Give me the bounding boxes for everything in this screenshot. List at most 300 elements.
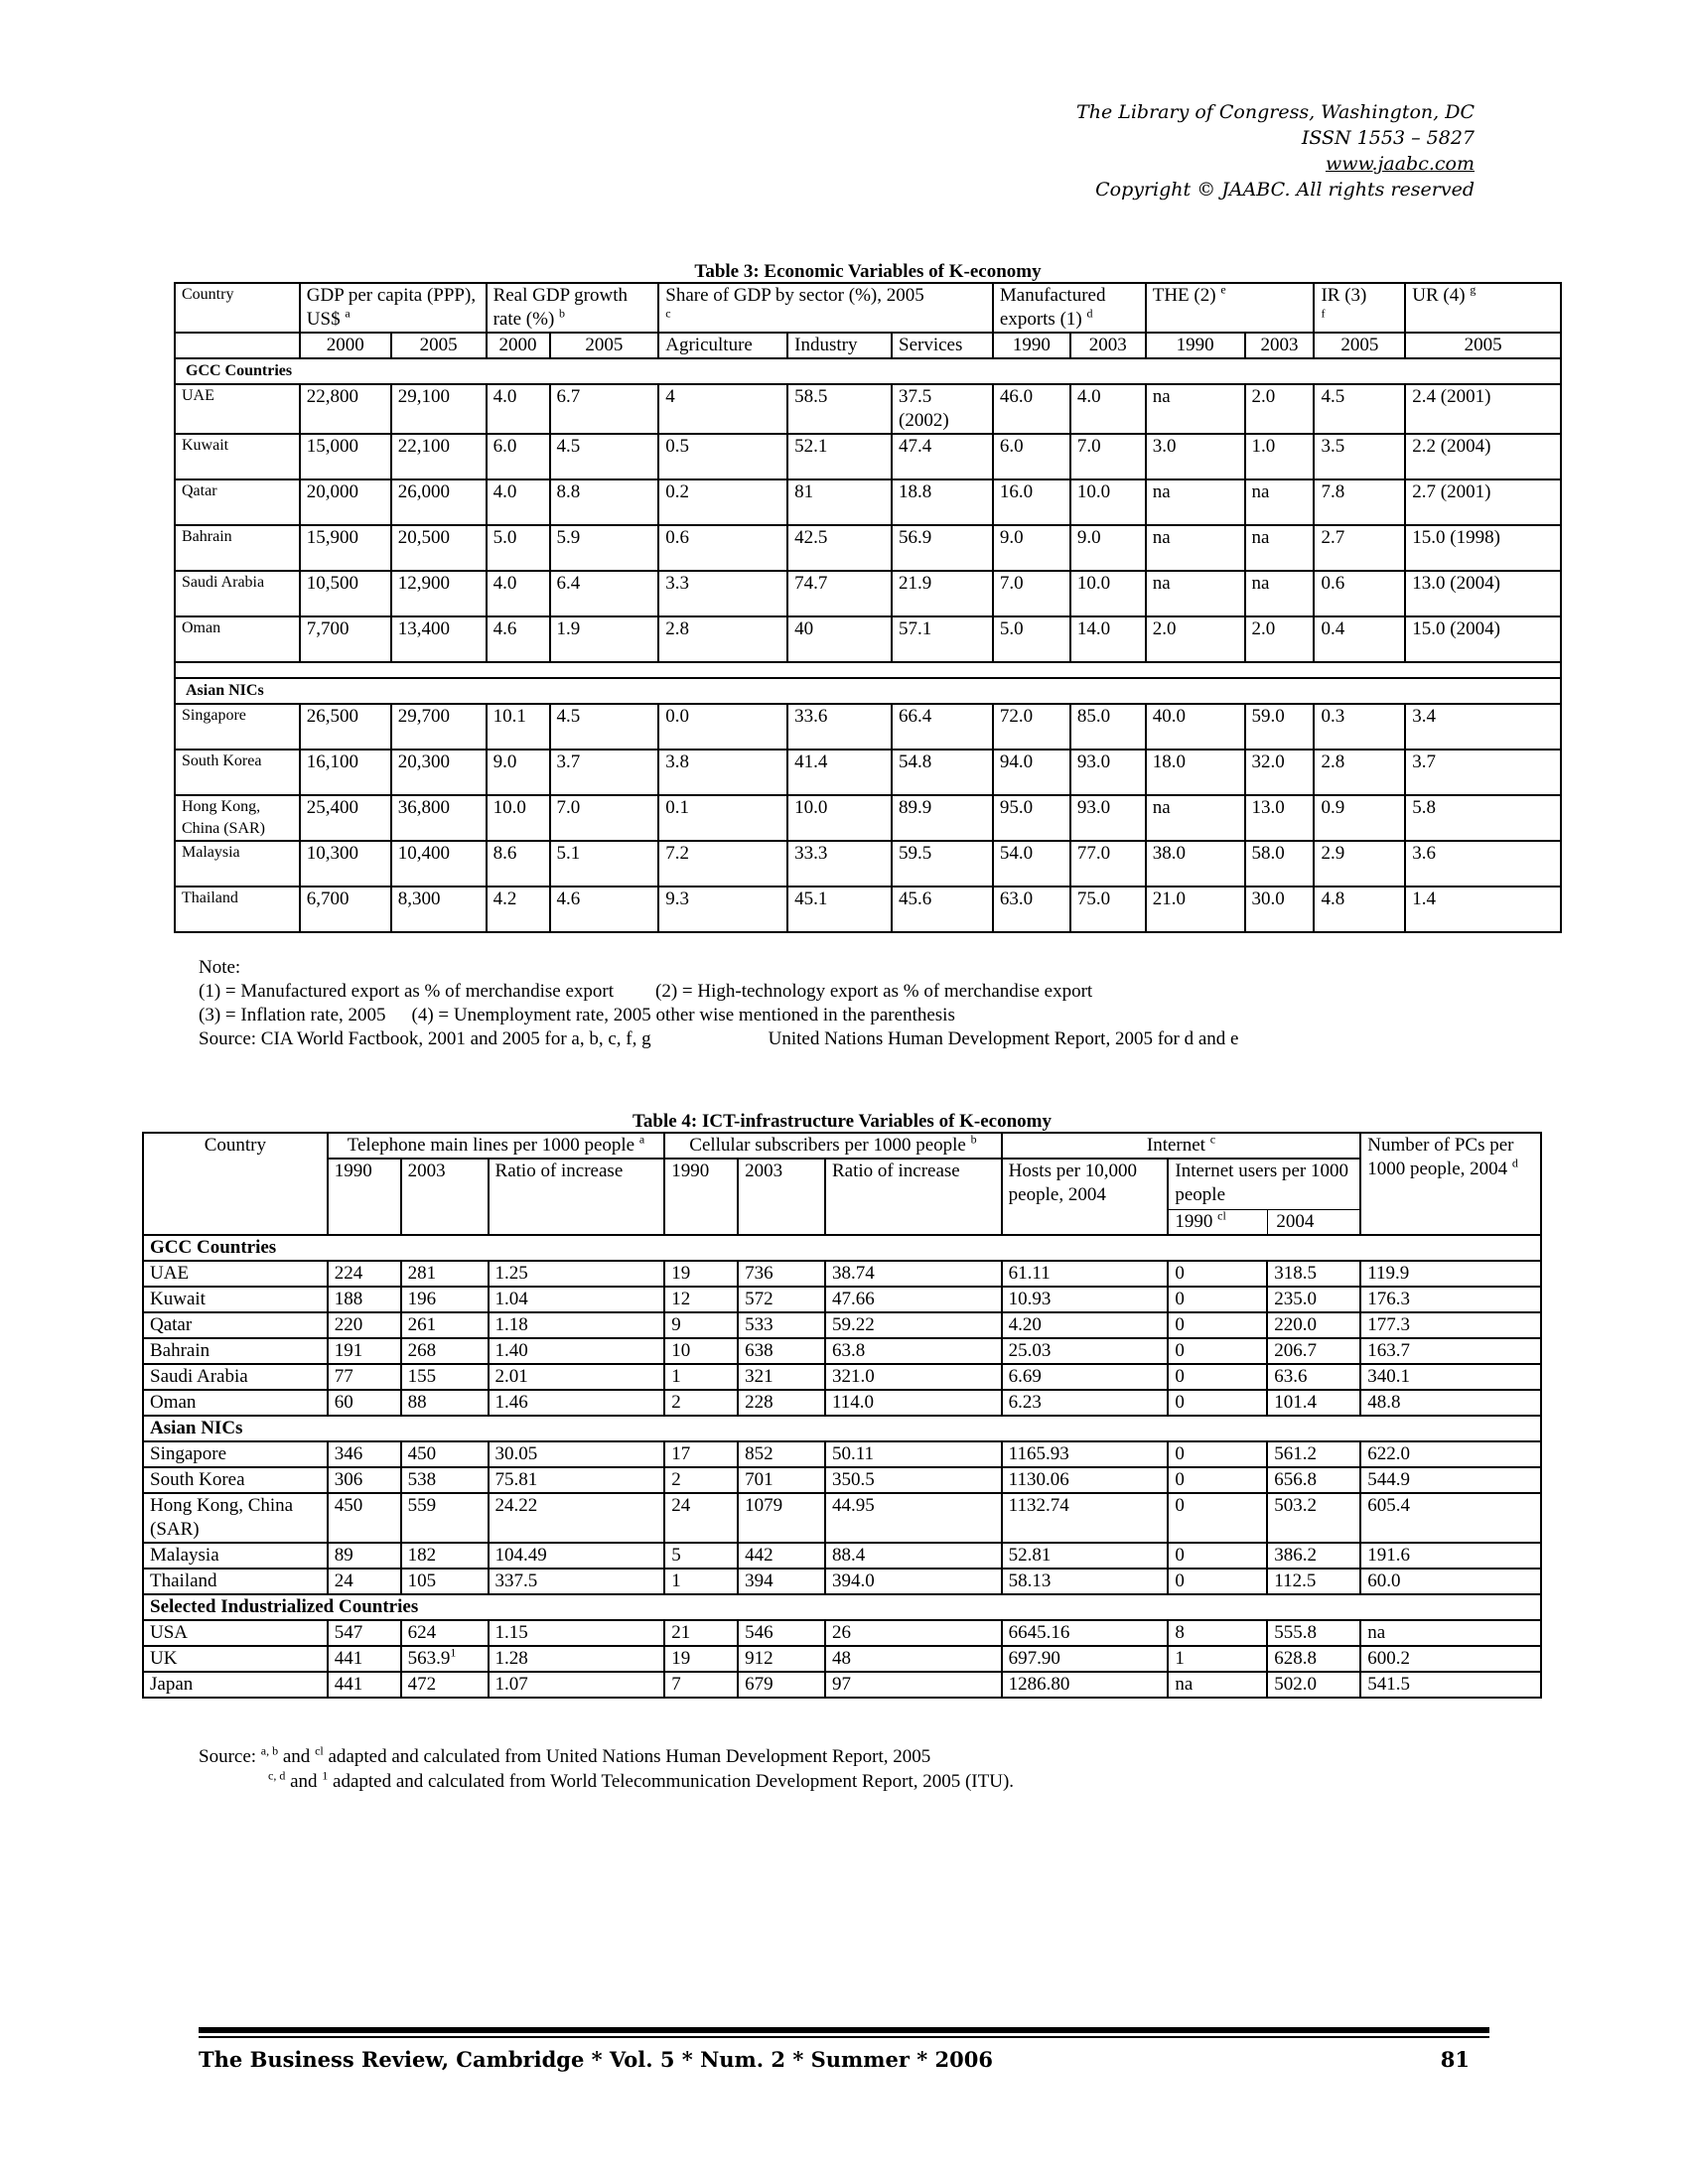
value-cell: 503.2 <box>1267 1493 1360 1543</box>
value-cell: 736 <box>738 1261 825 1287</box>
value-cell: 0 <box>1168 1312 1267 1338</box>
value-cell: 9 <box>664 1312 738 1338</box>
value-cell: 58.13 <box>1002 1569 1169 1594</box>
country-cell: Saudi Arabia <box>175 571 300 616</box>
value-cell: 41.4 <box>787 750 892 795</box>
value-cell: 1.28 <box>489 1646 665 1672</box>
country-cell: Hong Kong, China (SAR) <box>143 1493 328 1543</box>
table-row <box>175 525 1561 571</box>
value-cell: 2.9 <box>1314 841 1405 887</box>
value-cell: 33.3 <box>787 841 892 887</box>
value-cell: 0 <box>1168 1569 1267 1594</box>
table3-caption: Table 3: Economic Variables of K-economy <box>694 261 1042 282</box>
value-cell: 15,900 <box>300 525 391 571</box>
value-cell: na <box>1146 571 1245 616</box>
value-cell: 17 <box>664 1441 738 1467</box>
value-cell: 3.3 <box>658 571 787 616</box>
value-cell: 10,500 <box>300 571 391 616</box>
value-cell: 6.69 <box>1002 1364 1169 1390</box>
table3-note <box>199 956 1238 1051</box>
footer-journal: The Business Review, Cambridge * Vol. 5 * Num. 2 * Summer * 2006 <box>199 2047 993 2072</box>
value-cell: 15.0 (1998) <box>1405 525 1561 571</box>
value-cell: 93.0 <box>1070 795 1146 841</box>
value-cell: 4.0 <box>1070 384 1146 434</box>
value-cell: 191.6 <box>1360 1543 1541 1569</box>
table-row <box>143 1287 1541 1312</box>
value-cell: 386.2 <box>1267 1543 1360 1569</box>
value-cell: 502.0 <box>1267 1672 1360 1698</box>
value-cell: 59.22 <box>825 1312 1002 1338</box>
value-cell: 9.3 <box>658 887 787 932</box>
table-row <box>175 704 1561 750</box>
value-cell: 561.2 <box>1267 1441 1360 1467</box>
table-row <box>175 750 1561 795</box>
table3 <box>174 282 1562 933</box>
value-cell: 9.0 <box>993 525 1070 571</box>
value-cell: 8.6 <box>487 841 550 887</box>
value-cell: 441 <box>328 1646 401 1672</box>
table3-subheader-cell: 1990 <box>1146 333 1245 358</box>
note-source-1: Source: CIA World Factbook, 2001 and 2005 for a, b, c, f, g <box>199 1028 651 1049</box>
value-cell: 29,700 <box>391 704 487 750</box>
value-cell: 12 <box>664 1287 738 1312</box>
value-cell: 4.6 <box>487 616 550 662</box>
value-cell: 40 <box>787 616 892 662</box>
value-cell: 97 <box>825 1672 1002 1698</box>
value-cell: 16.0 <box>993 479 1070 525</box>
table4-section <box>142 1112 1542 1699</box>
value-cell: 6.0 <box>993 434 1070 479</box>
value-cell: 60.0 <box>1360 1569 1541 1594</box>
header-copyright: Copyright © JAABC. All rights reserved <box>1095 179 1475 201</box>
country-cell: Thailand <box>143 1569 328 1594</box>
footer-rule <box>199 2027 1489 2038</box>
table-row <box>143 1261 1541 1287</box>
value-cell: 182 <box>401 1543 489 1569</box>
country-cell: Malaysia <box>175 841 300 887</box>
value-cell: 0.1 <box>658 795 787 841</box>
value-cell: 1.15 <box>489 1620 665 1646</box>
value-cell: 52.81 <box>1002 1543 1169 1569</box>
table3-group-header: Asian NICs <box>175 678 1561 704</box>
table3-subheader-cell: 2000 <box>487 333 550 358</box>
value-cell: 46.0 <box>993 384 1070 434</box>
value-cell: na <box>1245 571 1315 616</box>
value-cell: 1286.80 <box>1002 1672 1169 1698</box>
table3-subheader-cell: Agriculture <box>658 333 787 358</box>
table3-header-country: Country <box>175 283 300 333</box>
value-cell: 1.18 <box>489 1312 665 1338</box>
table-row <box>175 887 1561 932</box>
note-source-2: United Nations Human Development Report, 2005 for d and e <box>768 1028 1239 1049</box>
value-cell: 48 <box>825 1646 1002 1672</box>
value-cell: 0 <box>1168 1338 1267 1364</box>
value-cell: 450 <box>401 1441 489 1467</box>
note-def-2: (2) = High-technology export as % of merchandise export <box>655 981 1093 1002</box>
value-cell: 45.6 <box>892 887 993 932</box>
value-cell: 5.8 <box>1405 795 1561 841</box>
value-cell: 220.0 <box>1267 1312 1360 1338</box>
value-cell: 6,700 <box>300 887 391 932</box>
value-cell: 1.40 <box>489 1338 665 1364</box>
value-cell: 472 <box>401 1672 489 1698</box>
value-cell: 77 <box>328 1364 401 1390</box>
value-cell: na <box>1245 479 1315 525</box>
country-cell: UAE <box>143 1261 328 1287</box>
table3-header-gdp: GDP per capita (PPP), US$ $^a$ <box>300 283 487 333</box>
value-cell: 29,100 <box>391 384 487 434</box>
value-cell: 1165.93 <box>1002 1441 1169 1467</box>
value-cell: 10.0 <box>1070 479 1146 525</box>
value-cell: 94.0 <box>993 750 1070 795</box>
value-cell: 559 <box>401 1493 489 1543</box>
table3-subheader-cell: Industry <box>787 333 892 358</box>
group-header-row <box>143 1416 1541 1441</box>
value-cell: 10.0 <box>1070 571 1146 616</box>
table3-header-real-gdp: Real GDP growth rate (%) $^b$ <box>487 283 659 333</box>
value-cell: 0 <box>1168 1467 1267 1493</box>
table-row <box>175 616 1561 662</box>
table3-section <box>174 262 1562 933</box>
header-website-link[interactable]: www.jaabc.com <box>1325 153 1475 175</box>
country-cell: Singapore <box>143 1441 328 1467</box>
country-cell: Oman <box>175 616 300 662</box>
value-cell: 2.0 <box>1245 616 1315 662</box>
table3-subheader-cell: 2005 <box>550 333 659 358</box>
country-cell: Bahrain <box>143 1338 328 1364</box>
value-cell: 66.4 <box>892 704 993 750</box>
value-cell: 7.2 <box>658 841 787 887</box>
country-cell: Bahrain <box>175 525 300 571</box>
value-cell: 5.0 <box>487 525 550 571</box>
value-cell: 38.0 <box>1146 841 1245 887</box>
value-cell: 15,000 <box>300 434 391 479</box>
table3-subheader-cell: 1990 <box>993 333 1070 358</box>
value-cell: 0.0 <box>658 704 787 750</box>
value-cell: 3.8 <box>658 750 787 795</box>
value-cell: 3.6 <box>1405 841 1561 887</box>
value-cell: 89 <box>328 1543 401 1569</box>
country-cell: Hong Kong, China (SAR) <box>175 795 300 841</box>
table4-header-cellular: Cellular subscribers per 1000 people $^b$ <box>664 1133 1001 1159</box>
value-cell: 13.0 <box>1245 795 1315 841</box>
table4-header-users: Internet users per 1000 people 1990 $^{cl}$ 2004 <box>1168 1159 1360 1235</box>
value-cell: 547 <box>328 1620 401 1646</box>
value-cell: 2.8 <box>658 616 787 662</box>
value-cell: 85.0 <box>1070 704 1146 750</box>
value-cell: 9.0 <box>1070 525 1146 571</box>
country-cell: Singapore <box>175 704 300 750</box>
value-cell: 4.20 <box>1002 1312 1169 1338</box>
value-cell: 63.6 <box>1267 1364 1360 1390</box>
table4 <box>142 1132 1542 1699</box>
table-row <box>143 1312 1541 1338</box>
value-cell: 176.3 <box>1360 1287 1541 1312</box>
country-cell: USA <box>143 1620 328 1646</box>
page-footer <box>199 2047 1479 2072</box>
value-cell: 112.5 <box>1267 1569 1360 1594</box>
value-cell: 4.0 <box>487 479 550 525</box>
value-cell: 2 <box>664 1467 738 1493</box>
value-cell: na <box>1146 479 1245 525</box>
table3-subheader-row <box>175 333 1561 358</box>
value-cell: 6.4 <box>550 571 659 616</box>
value-cell: 21 <box>664 1620 738 1646</box>
value-cell: 93.0 <box>1070 750 1146 795</box>
value-cell: 563.9$^1$ <box>401 1646 489 1672</box>
value-cell: 10.0 <box>787 795 892 841</box>
value-cell: 18.8 <box>892 479 993 525</box>
value-cell: 340.1 <box>1360 1364 1541 1390</box>
value-cell: 6.23 <box>1002 1390 1169 1416</box>
table3-subheader-cell: 2003 <box>1245 333 1315 358</box>
value-cell: 6.0 <box>487 434 550 479</box>
table3-gcc-group <box>175 358 1561 678</box>
value-cell: 1 <box>1168 1646 1267 1672</box>
value-cell: 220 <box>328 1312 401 1338</box>
value-cell: 2.2 (2004) <box>1405 434 1561 479</box>
value-cell: 0 <box>1168 1287 1267 1312</box>
value-cell: 7.0 <box>993 571 1070 616</box>
value-cell: na <box>1245 525 1315 571</box>
value-cell: 104.49 <box>489 1543 665 1569</box>
value-cell: 9.0 <box>487 750 550 795</box>
value-cell: 4.5 <box>550 704 659 750</box>
country-cell: Oman <box>143 1390 328 1416</box>
value-cell: 42.5 <box>787 525 892 571</box>
value-cell: 0.2 <box>658 479 787 525</box>
value-cell: 6645.16 <box>1002 1620 1169 1646</box>
value-cell: 321 <box>738 1364 825 1390</box>
table-row <box>143 1441 1541 1467</box>
value-cell: 54.0 <box>993 841 1070 887</box>
table3-subheader-cell: 2000 <box>300 333 391 358</box>
value-cell: 1 <box>664 1364 738 1390</box>
value-cell: 0 <box>1168 1364 1267 1390</box>
value-cell: 1.46 <box>489 1390 665 1416</box>
value-cell: 72.0 <box>993 704 1070 750</box>
value-cell: 26 <box>825 1620 1002 1646</box>
table3-subheader-cell: 2003 <box>1070 333 1146 358</box>
table3-subheader-cell: 2005 <box>1405 333 1561 358</box>
value-cell: 541.5 <box>1360 1672 1541 1698</box>
value-cell: 235.0 <box>1267 1287 1360 1312</box>
value-cell: 25,400 <box>300 795 391 841</box>
value-cell: 119.9 <box>1360 1261 1541 1287</box>
table3-subheader-cell: Services <box>892 333 993 358</box>
note-def-3: (3) = Inflation rate, 2005 <box>199 1005 386 1025</box>
value-cell: 19 <box>664 1261 738 1287</box>
country-cell: Malaysia <box>143 1543 328 1569</box>
value-cell: 32.0 <box>1245 750 1315 795</box>
value-cell: 20,300 <box>391 750 487 795</box>
value-cell: 638 <box>738 1338 825 1364</box>
header-issn: ISSN 1553 – 5827 <box>1301 127 1475 149</box>
value-cell: 2.7 <box>1314 525 1405 571</box>
note-def-1: (1) = Manufactured export as % of merchandise export <box>199 981 614 1002</box>
table-row <box>143 1646 1541 1672</box>
value-cell: 22,800 <box>300 384 391 434</box>
table-row <box>143 1364 1541 1390</box>
country-cell: Kuwait <box>143 1287 328 1312</box>
value-cell: 1.04 <box>489 1287 665 1312</box>
value-cell: 38.74 <box>825 1261 1002 1287</box>
table-row <box>143 1493 1541 1543</box>
value-cell: 188 <box>328 1287 401 1312</box>
value-cell: 60 <box>328 1390 401 1416</box>
table3-header-share: Share of GDP by sector (%), 2005 $^c$ <box>658 283 993 333</box>
value-cell: 0.4 <box>1314 616 1405 662</box>
value-cell: 89.9 <box>892 795 993 841</box>
value-cell: 0.3 <box>1314 704 1405 750</box>
value-cell: 33.6 <box>787 704 892 750</box>
table4-subheader-row: 1990 2003 Ratio of increase 1990 2003 Ratio of increase Hosts per 10,000 people, 2004 Internet users per 1000 people 1990 $^{cl}$ 2004 <box>143 1159 1541 1235</box>
value-cell: 1079 <box>738 1493 825 1543</box>
page-header <box>1076 99 1475 203</box>
value-cell: na <box>1360 1620 1541 1646</box>
group-label: Asian NICs <box>143 1416 1541 1441</box>
group-header-row <box>143 1594 1541 1620</box>
country-cell: Saudi Arabia <box>143 1364 328 1390</box>
value-cell: 37.5 (2002) <box>892 384 993 434</box>
value-cell: 47.4 <box>892 434 993 479</box>
value-cell: 10,300 <box>300 841 391 887</box>
value-cell: 0 <box>1168 1493 1267 1543</box>
value-cell: 3.5 <box>1314 434 1405 479</box>
value-cell: 1.25 <box>489 1261 665 1287</box>
value-cell: 19 <box>664 1646 738 1672</box>
value-cell: 1130.06 <box>1002 1467 1169 1493</box>
country-cell: Kuwait <box>175 434 300 479</box>
value-cell: 54.8 <box>892 750 993 795</box>
value-cell: 0.5 <box>658 434 787 479</box>
value-cell: 30.0 <box>1245 887 1315 932</box>
country-cell: South Korea <box>175 750 300 795</box>
value-cell: 3.4 <box>1405 704 1561 750</box>
value-cell: 7,700 <box>300 616 391 662</box>
value-cell: 912 <box>738 1646 825 1672</box>
value-cell: 0.6 <box>1314 571 1405 616</box>
table4-header-pcs: Number of PCs per 1000 people, 2004 $^d$ <box>1360 1133 1541 1235</box>
value-cell: 21.0 <box>1146 887 1245 932</box>
table-row <box>175 571 1561 616</box>
value-cell: 4.6 <box>550 887 659 932</box>
group-label: GCC Countries <box>143 1235 1541 1261</box>
value-cell: 75.81 <box>489 1467 665 1493</box>
value-cell: 61.11 <box>1002 1261 1169 1287</box>
value-cell: 13.0 (2004) <box>1405 571 1561 616</box>
value-cell: 852 <box>738 1441 825 1467</box>
value-cell: 24.22 <box>489 1493 665 1543</box>
value-cell: 3.7 <box>550 750 659 795</box>
value-cell: 15.0 (2004) <box>1405 616 1561 662</box>
country-cell: Qatar <box>143 1312 328 1338</box>
value-cell: 0 <box>1168 1261 1267 1287</box>
table4-header-country: Country <box>143 1133 328 1235</box>
table3-header-manufactured: Manufactured exports (1) $^d$ <box>993 283 1146 333</box>
table-row <box>143 1672 1541 1698</box>
value-cell: 4.0 <box>487 384 550 434</box>
table3-group-header: GCC Countries <box>175 358 1561 384</box>
value-cell: 10.0 <box>487 795 550 841</box>
value-cell: 2.0 <box>1146 616 1245 662</box>
value-cell: 394 <box>738 1569 825 1594</box>
value-cell: 268 <box>401 1338 489 1364</box>
value-cell: 10.93 <box>1002 1287 1169 1312</box>
value-cell: 4 <box>658 384 787 434</box>
value-cell: 600.2 <box>1360 1646 1541 1672</box>
country-cell: UAE <box>175 384 300 434</box>
value-cell: 16,100 <box>300 750 391 795</box>
value-cell: 10 <box>664 1338 738 1364</box>
value-cell: 1132.74 <box>1002 1493 1169 1543</box>
value-cell: 196 <box>401 1287 489 1312</box>
value-cell: 88 <box>401 1390 489 1416</box>
value-cell: 544.9 <box>1360 1467 1541 1493</box>
table3-subheader-cell: 2005 <box>391 333 487 358</box>
value-cell: 6.7 <box>550 384 659 434</box>
value-cell: 13,400 <box>391 616 487 662</box>
country-cell: UK <box>143 1646 328 1672</box>
value-cell: 47.66 <box>825 1287 1002 1312</box>
table-row <box>143 1390 1541 1416</box>
value-cell: 58.5 <box>787 384 892 434</box>
value-cell: 44.95 <box>825 1493 1002 1543</box>
table4-header-row <box>143 1133 1541 1159</box>
table-row <box>143 1569 1541 1594</box>
value-cell: na <box>1146 795 1245 841</box>
header-library: The Library of Congress, Washington, DC <box>1076 101 1475 123</box>
value-cell: 36,800 <box>391 795 487 841</box>
value-cell: 74.7 <box>787 571 892 616</box>
value-cell: 59.5 <box>892 841 993 887</box>
note-title: Note: <box>199 957 241 978</box>
value-cell: 624 <box>401 1620 489 1646</box>
value-cell: na <box>1146 525 1245 571</box>
page-number: 81 <box>1440 2047 1470 2072</box>
table4-header-internet: Internet $^c$ <box>1002 1133 1361 1159</box>
value-cell: 656.8 <box>1267 1467 1360 1493</box>
value-cell: 622.0 <box>1360 1441 1541 1467</box>
value-cell: na <box>1168 1672 1267 1698</box>
value-cell: 394.0 <box>825 1569 1002 1594</box>
table-row <box>175 479 1561 525</box>
value-cell: 56.9 <box>892 525 993 571</box>
table3-header-row <box>175 283 1561 333</box>
value-cell: 5 <box>664 1543 738 1569</box>
value-cell: 628.8 <box>1267 1646 1360 1672</box>
value-cell: 321.0 <box>825 1364 1002 1390</box>
value-cell: 95.0 <box>993 795 1070 841</box>
value-cell: 40.0 <box>1146 704 1245 750</box>
value-cell: 261 <box>401 1312 489 1338</box>
value-cell: 114.0 <box>825 1390 1002 1416</box>
value-cell: 1 <box>664 1569 738 1594</box>
value-cell: 77.0 <box>1070 841 1146 887</box>
value-cell: 191 <box>328 1338 401 1364</box>
table-row <box>143 1338 1541 1364</box>
value-cell: 1.9 <box>550 616 659 662</box>
table-row <box>143 1620 1541 1646</box>
table4-caption: Table 4: ICT-infrastructure Variables of K-economy <box>632 1111 1053 1132</box>
value-cell: 59.0 <box>1245 704 1315 750</box>
value-cell: 14.0 <box>1070 616 1146 662</box>
value-cell: 441 <box>328 1672 401 1698</box>
value-cell: 155 <box>401 1364 489 1390</box>
value-cell: 24 <box>328 1569 401 1594</box>
value-cell: 75.0 <box>1070 887 1146 932</box>
value-cell: 10.1 <box>487 704 550 750</box>
